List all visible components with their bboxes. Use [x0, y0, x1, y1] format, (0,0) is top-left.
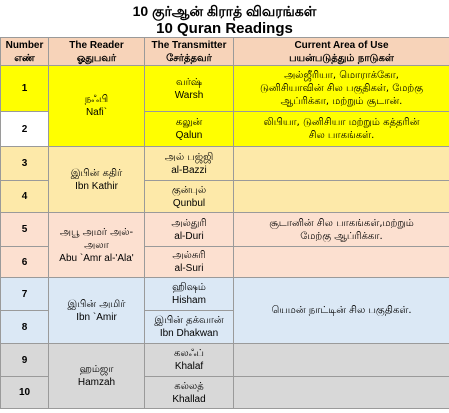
area-cell — [234, 181, 449, 213]
header-number: Number எண் — [1, 38, 49, 66]
quran-readings-table — [0, 37, 449, 409]
table-row — [1, 344, 449, 377]
transmitter-al-suri: அல்சுரி al-Suri — [145, 247, 234, 278]
transmitter-al-bazzi: அல் பஜ்ஜி al-Bazzi — [145, 147, 234, 181]
row-number: 5 — [1, 213, 49, 247]
row-number: 4 — [1, 181, 49, 213]
row-number: 9 — [1, 344, 49, 377]
table-row — [1, 213, 449, 247]
area-cell — [234, 377, 449, 409]
area-cell — [234, 147, 449, 181]
table-row — [1, 147, 449, 181]
table-row — [1, 278, 449, 311]
row-number: 10 — [1, 377, 49, 409]
transmitter-khallad: கல்லத் Khallad — [145, 377, 234, 409]
header-transmitter: The Transmitter சேர்த்தவர் — [145, 38, 234, 66]
area-cell: சூடானின் சில பாகங்கள்,மற்றும் மேற்கு ஆப்ரிக்கா. — [234, 213, 449, 247]
reader-ibn-kathir: இபின் கதிர் Ibn Kathir — [49, 147, 145, 213]
area-cell: லிபியா, டுனிசியா மற்றும் கத்தரின் சில பாகங்கள். — [234, 112, 449, 147]
transmitter-qalun: கலுன் Qalun — [145, 112, 234, 147]
transmitter-warsh: வர்ஷ் Warsh — [145, 66, 234, 112]
page-title-tamil: 10 குர்ஆன் கிராத் விவரங்கள் — [132, 3, 317, 19]
row-number: 3 — [1, 147, 49, 181]
reader-abu-amr: அபூ அமர் அல்-அலா Abu `Amr al-'Ala' — [49, 213, 145, 278]
page-title-english: 10 Quran Readings — [156, 20, 293, 37]
table-row — [1, 66, 449, 112]
transmitter-qunbul: குன்புல் Qunbul — [145, 181, 234, 213]
reader-ibn-amir: இபின் அமிர் Ibn `Amir — [49, 278, 145, 344]
header-area: Current Area of Use பயன்படுத்தும் நாடுகள் — [234, 38, 449, 66]
reader-nafi: நஃபி Nafi` — [49, 66, 145, 147]
row-number: 8 — [1, 311, 49, 344]
header-row — [1, 38, 449, 66]
row-number: 7 — [1, 278, 49, 311]
row-number: 2 — [1, 112, 49, 147]
header-reader: The Reader ஓதுபவர் — [49, 38, 145, 66]
area-cell: அல்ஜீரியா, மொராக்கோ, டுனிசியாவின் சில பகுதிகள், மேற்கு ஆப்ரிக்கா, மற்றும் சூடான். — [234, 66, 449, 112]
transmitter-hisham: ஹிஷம் Hisham — [145, 278, 234, 311]
row-number: 1 — [1, 66, 49, 112]
area-cell — [234, 344, 449, 377]
transmitter-khalaf: கலஃப் Khalaf — [145, 344, 234, 377]
reader-hamzah: ஹம்ஜா Hamzah — [49, 344, 145, 409]
area-cell-ibn-amir: யெமன் நாட்டின் சில பகுதிகள். — [234, 278, 449, 344]
area-cell — [234, 247, 449, 278]
transmitter-al-duri: அல்துரி al-Duri — [145, 213, 234, 247]
row-number: 6 — [1, 247, 49, 278]
transmitter-ibn-dhakwan: இபின் தக்வான் Ibn Dhakwan — [145, 311, 234, 344]
